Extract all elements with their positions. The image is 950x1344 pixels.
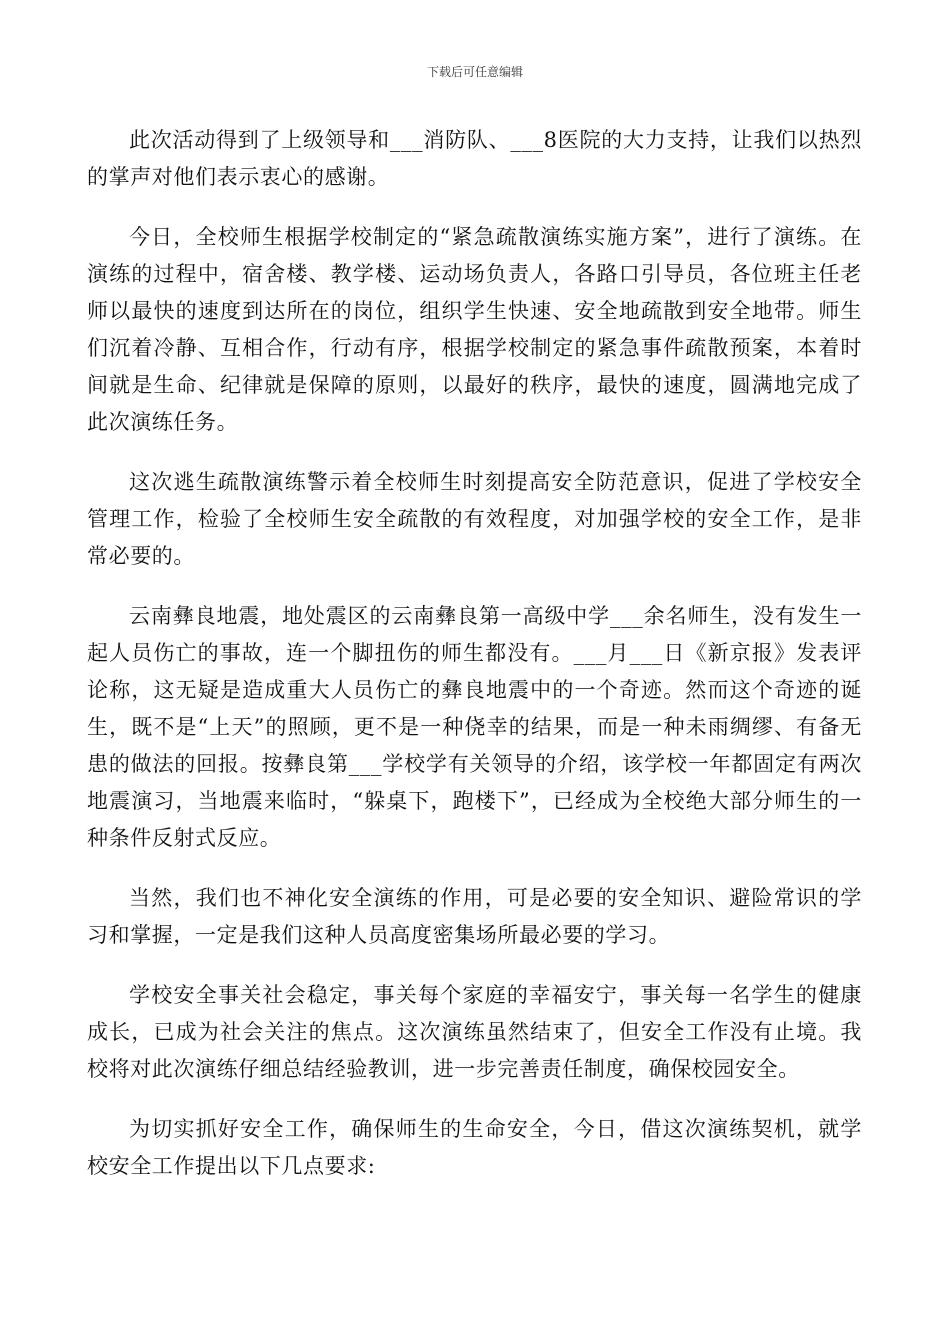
paragraph: 今日，全校师生根据学校制定的“紧急疏散演练实施方案”，进行了演练。在演练的过程中，宿舍楼、教学楼、运动场负责人，各路口引导员，各位班主任老师以最快的速度到达所在的岗位，组织学生快速、安全地疏散到安全地带。师生们沉着冷静、互相合作，行动有序，根据学校制定的紧急事件疏散预案，本着时间就是生命、纪律就是保障的原则，以最好的秩序，最快的速度，圆满地完成了此次演练任务。 — [87, 225, 862, 434]
document-body — [87, 122, 862, 1185]
paragraph: 当然，我们也不神化安全演练的作用，可是必要的安全知识、避险常识的学习和掌握，一定是我们这种人员高度密集场所最必要的学习。 — [87, 886, 862, 947]
page-header-note: 下载后可任意编辑 — [426, 65, 523, 79]
paragraph: 学校安全事关社会稳定，事关每个家庭的幸福安宁，事关每一名学生的健康成长，已成为社会关注的焦点。这次演练虽然结束了，但安全工作没有止境。我校将对此次演练仔细总结经验教训，进一步完善责任制度，确保校园安全。 — [87, 983, 862, 1081]
paragraph: 此次活动得到了上级领导和___消防队、___8医院的大力支持，让我们以热烈的掌声对他们表示衷心的感谢。 — [87, 128, 862, 189]
paragraph: 这次逃生疏散演练警示着全校师生时刻提高安全防范意识，促进了学校安全管理工作，检验了全校师生安全疏散的有效程度，对加强学校的安全工作，是非常必要的。 — [87, 470, 862, 568]
paragraph: 为切实抓好安全工作，确保师生的生命安全，今日，借这次演练契机，就学校安全工作提出以下几点要求: — [87, 1117, 862, 1178]
paragraph: 云南彝良地震，地处震区的云南彝良第一高级中学___余名师生，没有发生一起人员伤亡的事故，连一个脚扭伤的师生都没有。___月___日《新京报》发表评论称，这无疑是造成重大人员伤亡的彝良地震中的一个奇迹。然而这个奇迹的诞生，既不是“上天”的照顾，更不是一种侥幸的结果，而是一种未雨绸缪、有备无患的做法的回报。按彝良第___学校学有关领导的介绍，该学校一年都固定有两次地震演习，当地震来临时，“躲桌下，跑楼下”，已经成为全校绝大部分师生的一种条件反射式反应。 — [87, 604, 862, 850]
